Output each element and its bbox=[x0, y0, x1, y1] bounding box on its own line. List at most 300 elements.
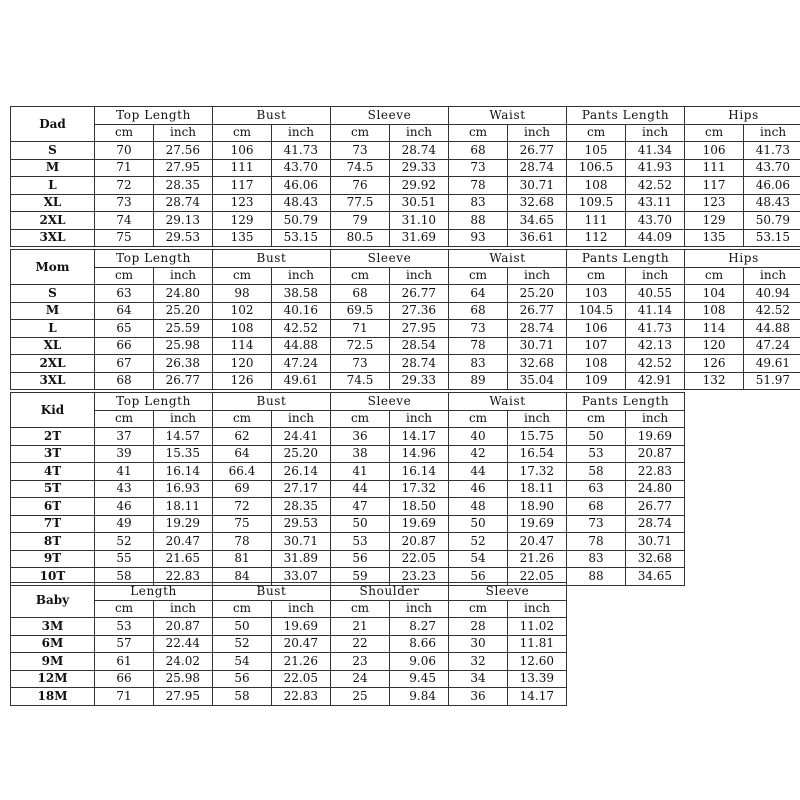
inch-value: 17.32 bbox=[390, 480, 449, 498]
inch-value: 41.14 bbox=[626, 302, 685, 320]
measurement-header-row bbox=[11, 393, 685, 411]
cm-value: 44 bbox=[449, 463, 508, 481]
inch-value: 48.43 bbox=[272, 194, 331, 212]
cm-value: 62 bbox=[213, 428, 272, 446]
cm-value: 58 bbox=[567, 463, 626, 481]
cm-value: 65 bbox=[95, 320, 154, 338]
inch-value: 22.05 bbox=[272, 670, 331, 688]
inch-value: 42.91 bbox=[626, 372, 685, 390]
inch-value: 41.93 bbox=[626, 159, 685, 177]
table-row bbox=[11, 194, 800, 212]
cm-value: 21 bbox=[331, 618, 390, 636]
cm-value: 74.5 bbox=[331, 159, 390, 177]
inch-value: 29.13 bbox=[154, 212, 213, 230]
table-row bbox=[11, 515, 685, 533]
size-label: M bbox=[11, 302, 95, 320]
inch-value: 25.98 bbox=[154, 337, 213, 355]
table-row bbox=[11, 337, 800, 355]
inch-value: 49.61 bbox=[744, 355, 800, 373]
cm-value: 68 bbox=[449, 302, 508, 320]
inch-value: 27.17 bbox=[272, 480, 331, 498]
inch-value: 16.14 bbox=[154, 463, 213, 481]
size-label: 9M bbox=[11, 653, 95, 671]
unit-inch-header: inch bbox=[508, 600, 567, 618]
unit-inch-header: inch bbox=[626, 410, 685, 428]
table-row bbox=[11, 285, 800, 303]
inch-value: 32.68 bbox=[508, 194, 567, 212]
inch-value: 28.35 bbox=[154, 177, 213, 195]
cm-value: 50 bbox=[213, 618, 272, 636]
cm-value: 88 bbox=[449, 212, 508, 230]
cm-value: 36 bbox=[449, 688, 508, 706]
cm-value: 38 bbox=[331, 445, 390, 463]
inch-value: 16.54 bbox=[508, 445, 567, 463]
table-row bbox=[11, 688, 567, 706]
cm-value: 72 bbox=[95, 177, 154, 195]
cm-value: 73 bbox=[449, 320, 508, 338]
unit-cm-header: cm bbox=[213, 410, 272, 428]
inch-value: 25.20 bbox=[154, 302, 213, 320]
cm-value: 58 bbox=[95, 568, 154, 586]
inch-value: 20.87 bbox=[390, 533, 449, 551]
inch-value: 49.61 bbox=[272, 372, 331, 390]
inch-value: 29.53 bbox=[154, 229, 213, 247]
cm-value: 48 bbox=[449, 498, 508, 516]
inch-value: 14.17 bbox=[390, 428, 449, 446]
inch-value: 19.29 bbox=[154, 515, 213, 533]
cm-value: 71 bbox=[95, 159, 154, 177]
cm-value: 49 bbox=[95, 515, 154, 533]
mom-size-table bbox=[10, 249, 800, 390]
inch-value: 26.14 bbox=[272, 463, 331, 481]
inch-value: 22.83 bbox=[626, 463, 685, 481]
inch-value: 53.15 bbox=[744, 229, 800, 247]
inch-value: 19.69 bbox=[272, 618, 331, 636]
table-row bbox=[11, 445, 685, 463]
measurement-header: Pants Length bbox=[567, 250, 685, 268]
size-label: M bbox=[11, 159, 95, 177]
cm-value: 135 bbox=[685, 229, 744, 247]
cm-value: 108 bbox=[567, 177, 626, 195]
inch-value: 18.50 bbox=[390, 498, 449, 516]
unit-inch-header: inch bbox=[154, 267, 213, 285]
table-row bbox=[11, 480, 685, 498]
table-row bbox=[11, 302, 800, 320]
unit-inch-header: inch bbox=[272, 600, 331, 618]
cm-value: 41 bbox=[95, 463, 154, 481]
unit-cm-header: cm bbox=[331, 267, 390, 285]
inch-value: 40.55 bbox=[626, 285, 685, 303]
inch-value: 30.71 bbox=[508, 337, 567, 355]
cm-value: 53 bbox=[95, 618, 154, 636]
inch-value: 30.71 bbox=[272, 533, 331, 551]
inch-value: 19.69 bbox=[508, 515, 567, 533]
measurement-header: Top Length bbox=[95, 393, 213, 411]
inch-value: 42.13 bbox=[626, 337, 685, 355]
measurement-header: Top Length bbox=[95, 107, 213, 125]
inch-value: 36.61 bbox=[508, 229, 567, 247]
cm-value: 78 bbox=[449, 177, 508, 195]
inch-value: 9.06 bbox=[390, 653, 449, 671]
unit-inch-header: inch bbox=[272, 124, 331, 142]
cm-value: 73 bbox=[331, 355, 390, 373]
inch-value: 48.43 bbox=[744, 194, 800, 212]
table-row bbox=[11, 159, 800, 177]
unit-inch-header: inch bbox=[626, 267, 685, 285]
cm-value: 123 bbox=[213, 194, 272, 212]
size-label: 4T bbox=[11, 463, 95, 481]
inch-value: 46.06 bbox=[272, 177, 331, 195]
size-label: XL bbox=[11, 337, 95, 355]
measurement-header: Pants Length bbox=[567, 107, 685, 125]
inch-value: 47.24 bbox=[744, 337, 800, 355]
table-row bbox=[11, 177, 800, 195]
inch-value: 19.69 bbox=[390, 515, 449, 533]
inch-value: 27.36 bbox=[390, 302, 449, 320]
cm-value: 79 bbox=[331, 212, 390, 230]
measurement-header: Bust bbox=[213, 107, 331, 125]
cm-value: 70 bbox=[95, 142, 154, 160]
inch-value: 20.47 bbox=[508, 533, 567, 551]
inch-value: 32.68 bbox=[508, 355, 567, 373]
cm-value: 56 bbox=[331, 550, 390, 568]
cm-value: 120 bbox=[213, 355, 272, 373]
unit-header-row bbox=[11, 124, 800, 142]
size-label: 8T bbox=[11, 533, 95, 551]
cm-value: 107 bbox=[567, 337, 626, 355]
unit-cm-header: cm bbox=[449, 124, 508, 142]
inch-value: 32.68 bbox=[626, 550, 685, 568]
inch-value: 21.26 bbox=[508, 550, 567, 568]
cm-value: 114 bbox=[685, 320, 744, 338]
unit-cm-header: cm bbox=[449, 600, 508, 618]
unit-cm-header: cm bbox=[95, 124, 154, 142]
inch-value: 34.65 bbox=[626, 568, 685, 586]
inch-value: 28.74 bbox=[390, 355, 449, 373]
cm-value: 50 bbox=[567, 428, 626, 446]
cm-value: 66 bbox=[95, 670, 154, 688]
cm-value: 135 bbox=[213, 229, 272, 247]
unit-cm-header: cm bbox=[213, 600, 272, 618]
inch-value: 41.73 bbox=[626, 320, 685, 338]
cm-value: 84 bbox=[213, 568, 272, 586]
cm-value: 24 bbox=[331, 670, 390, 688]
cm-value: 106 bbox=[567, 320, 626, 338]
cm-value: 64 bbox=[449, 285, 508, 303]
inch-value: 11.81 bbox=[508, 635, 567, 653]
cm-value: 108 bbox=[685, 302, 744, 320]
measurement-header: Sleeve bbox=[331, 250, 449, 268]
inch-value: 42.52 bbox=[744, 302, 800, 320]
cm-value: 59 bbox=[331, 568, 390, 586]
cm-value: 61 bbox=[95, 653, 154, 671]
size-label: 6M bbox=[11, 635, 95, 653]
cm-value: 52 bbox=[213, 635, 272, 653]
cm-value: 54 bbox=[449, 550, 508, 568]
size-label: 18M bbox=[11, 688, 95, 706]
inch-value: 42.52 bbox=[272, 320, 331, 338]
measurement-header: Waist bbox=[449, 393, 567, 411]
inch-value: 38.58 bbox=[272, 285, 331, 303]
inch-value: 26.38 bbox=[154, 355, 213, 373]
cm-value: 72.5 bbox=[331, 337, 390, 355]
inch-value: 14.17 bbox=[508, 688, 567, 706]
inch-value: 26.77 bbox=[508, 302, 567, 320]
cm-value: 73 bbox=[95, 194, 154, 212]
cm-value: 93 bbox=[449, 229, 508, 247]
cm-value: 53 bbox=[331, 533, 390, 551]
size-label: S bbox=[11, 142, 95, 160]
unit-inch-header: inch bbox=[508, 267, 567, 285]
unit-inch-header: inch bbox=[272, 410, 331, 428]
measurement-header-row bbox=[11, 250, 800, 268]
measurement-header: Waist bbox=[449, 250, 567, 268]
size-label: 9T bbox=[11, 550, 95, 568]
cm-value: 83 bbox=[567, 550, 626, 568]
table-row bbox=[11, 463, 685, 481]
inch-value: 47.24 bbox=[272, 355, 331, 373]
inch-value: 50.79 bbox=[272, 212, 331, 230]
size-label: 12M bbox=[11, 670, 95, 688]
inch-value: 28.74 bbox=[390, 142, 449, 160]
cm-value: 23 bbox=[331, 653, 390, 671]
cm-value: 74.5 bbox=[331, 372, 390, 390]
cm-value: 56 bbox=[213, 670, 272, 688]
inch-value: 29.53 bbox=[272, 515, 331, 533]
unit-inch-header: inch bbox=[626, 124, 685, 142]
size-label: 2XL bbox=[11, 212, 95, 230]
unit-inch-header: inch bbox=[390, 124, 449, 142]
inch-value: 34.65 bbox=[508, 212, 567, 230]
inch-value: 17.32 bbox=[508, 463, 567, 481]
inch-value: 22.05 bbox=[508, 568, 567, 586]
cm-value: 46 bbox=[449, 480, 508, 498]
unit-inch-header: inch bbox=[390, 267, 449, 285]
cm-value: 106 bbox=[685, 142, 744, 160]
baby-size-table bbox=[10, 582, 567, 706]
inch-value: 43.70 bbox=[744, 159, 800, 177]
cm-value: 50 bbox=[331, 515, 390, 533]
measurement-header-row bbox=[11, 583, 567, 601]
cm-value: 106 bbox=[213, 142, 272, 160]
inch-value: 12.60 bbox=[508, 653, 567, 671]
inch-value: 29.33 bbox=[390, 159, 449, 177]
dad-label: Dad bbox=[11, 107, 95, 142]
measurement-header: Top Length bbox=[95, 250, 213, 268]
measurement-header: Length bbox=[95, 583, 213, 601]
size-label: 3T bbox=[11, 445, 95, 463]
cm-value: 34 bbox=[449, 670, 508, 688]
size-label: 6T bbox=[11, 498, 95, 516]
mom-label: Mom bbox=[11, 250, 95, 285]
cm-value: 117 bbox=[685, 177, 744, 195]
measurement-header: Pants Length bbox=[567, 393, 685, 411]
inch-value: 23.23 bbox=[390, 568, 449, 586]
measurement-header: Shoulder bbox=[331, 583, 449, 601]
inch-value: 22.44 bbox=[154, 635, 213, 653]
inch-value: 24.41 bbox=[272, 428, 331, 446]
cm-value: 46 bbox=[95, 498, 154, 516]
unit-cm-header: cm bbox=[213, 267, 272, 285]
cm-value: 111 bbox=[567, 212, 626, 230]
cm-value: 58 bbox=[213, 688, 272, 706]
cm-value: 69.5 bbox=[331, 302, 390, 320]
inch-value: 41.34 bbox=[626, 142, 685, 160]
cm-value: 123 bbox=[685, 194, 744, 212]
cm-value: 53 bbox=[567, 445, 626, 463]
inch-value: 25.59 bbox=[154, 320, 213, 338]
cm-value: 120 bbox=[685, 337, 744, 355]
cm-value: 75 bbox=[213, 515, 272, 533]
cm-value: 72 bbox=[213, 498, 272, 516]
cm-value: 126 bbox=[685, 355, 744, 373]
cm-value: 54 bbox=[213, 653, 272, 671]
cm-value: 129 bbox=[685, 212, 744, 230]
inch-value: 27.95 bbox=[154, 159, 213, 177]
size-label: 2XL bbox=[11, 355, 95, 373]
cm-value: 67 bbox=[95, 355, 154, 373]
cm-value: 114 bbox=[213, 337, 272, 355]
cm-value: 74 bbox=[95, 212, 154, 230]
cm-value: 42 bbox=[449, 445, 508, 463]
unit-header-row bbox=[11, 267, 800, 285]
inch-value: 43.70 bbox=[272, 159, 331, 177]
measurement-header: Bust bbox=[213, 583, 331, 601]
unit-cm-header: cm bbox=[685, 124, 744, 142]
measurement-header: Sleeve bbox=[331, 393, 449, 411]
unit-inch-header: inch bbox=[154, 124, 213, 142]
cm-value: 108 bbox=[213, 320, 272, 338]
inch-value: 46.06 bbox=[744, 177, 800, 195]
unit-inch-header: inch bbox=[508, 124, 567, 142]
inch-value: 43.11 bbox=[626, 194, 685, 212]
table-row bbox=[11, 428, 685, 446]
unit-inch-header: inch bbox=[744, 267, 800, 285]
inch-value: 43.70 bbox=[626, 212, 685, 230]
inch-value: 40.16 bbox=[272, 302, 331, 320]
cm-value: 71 bbox=[95, 688, 154, 706]
inch-value: 26.77 bbox=[626, 498, 685, 516]
inch-value: 19.69 bbox=[626, 428, 685, 446]
cm-value: 111 bbox=[213, 159, 272, 177]
table-row bbox=[11, 550, 685, 568]
inch-value: 16.14 bbox=[390, 463, 449, 481]
cm-value: 104.5 bbox=[567, 302, 626, 320]
inch-value: 15.75 bbox=[508, 428, 567, 446]
inch-value: 50.79 bbox=[744, 212, 800, 230]
cm-value: 106.5 bbox=[567, 159, 626, 177]
measurement-header: Waist bbox=[449, 107, 567, 125]
size-label: S bbox=[11, 285, 95, 303]
size-label: 3XL bbox=[11, 229, 95, 247]
inch-value: 28.74 bbox=[508, 320, 567, 338]
inch-value: 30.51 bbox=[390, 194, 449, 212]
inch-value: 28.74 bbox=[508, 159, 567, 177]
table-row bbox=[11, 212, 800, 230]
inch-value: 14.96 bbox=[390, 445, 449, 463]
inch-value: 42.52 bbox=[626, 177, 685, 195]
inch-value: 27.95 bbox=[390, 320, 449, 338]
cm-value: 37 bbox=[95, 428, 154, 446]
unit-cm-header: cm bbox=[567, 410, 626, 428]
inch-value: 33.07 bbox=[272, 568, 331, 586]
inch-value: 42.52 bbox=[626, 355, 685, 373]
inch-value: 31.69 bbox=[390, 229, 449, 247]
inch-value: 25.20 bbox=[272, 445, 331, 463]
size-label: 5T bbox=[11, 480, 95, 498]
cm-value: 83 bbox=[449, 355, 508, 373]
cm-value: 28 bbox=[449, 618, 508, 636]
cm-value: 73 bbox=[331, 142, 390, 160]
unit-cm-header: cm bbox=[213, 124, 272, 142]
inch-value: 44.09 bbox=[626, 229, 685, 247]
cm-value: 104 bbox=[685, 285, 744, 303]
cm-value: 73 bbox=[567, 515, 626, 533]
unit-inch-header: inch bbox=[508, 410, 567, 428]
cm-value: 83 bbox=[449, 194, 508, 212]
unit-cm-header: cm bbox=[95, 267, 154, 285]
inch-value: 30.71 bbox=[626, 533, 685, 551]
table-row bbox=[11, 533, 685, 551]
inch-value: 20.47 bbox=[154, 533, 213, 551]
inch-value: 29.92 bbox=[390, 177, 449, 195]
cm-value: 112 bbox=[567, 229, 626, 247]
cm-value: 81 bbox=[213, 550, 272, 568]
inch-value: 20.87 bbox=[626, 445, 685, 463]
inch-value: 29.33 bbox=[390, 372, 449, 390]
cm-value: 47 bbox=[331, 498, 390, 516]
cm-value: 41 bbox=[331, 463, 390, 481]
measurement-header-row bbox=[11, 107, 800, 125]
kid-label: Kid bbox=[11, 393, 95, 428]
unit-cm-header: cm bbox=[95, 600, 154, 618]
inch-value: 16.93 bbox=[154, 480, 213, 498]
inch-value: 22.83 bbox=[272, 688, 331, 706]
unit-header-row bbox=[11, 600, 567, 618]
inch-value: 8.66 bbox=[390, 635, 449, 653]
cm-value: 108 bbox=[567, 355, 626, 373]
cm-value: 44 bbox=[331, 480, 390, 498]
size-label: L bbox=[11, 320, 95, 338]
inch-value: 11.02 bbox=[508, 618, 567, 636]
inch-value: 44.88 bbox=[272, 337, 331, 355]
cm-value: 43 bbox=[95, 480, 154, 498]
inch-value: 9.45 bbox=[390, 670, 449, 688]
measurement-header: Hips bbox=[685, 107, 800, 125]
cm-value: 132 bbox=[685, 372, 744, 390]
unit-inch-header: inch bbox=[154, 410, 213, 428]
unit-cm-header: cm bbox=[567, 267, 626, 285]
size-label: 7T bbox=[11, 515, 95, 533]
cm-value: 39 bbox=[95, 445, 154, 463]
cm-value: 66 bbox=[95, 337, 154, 355]
inch-value: 15.35 bbox=[154, 445, 213, 463]
cm-value: 129 bbox=[213, 212, 272, 230]
inch-value: 8.27 bbox=[390, 618, 449, 636]
cm-value: 30 bbox=[449, 635, 508, 653]
inch-value: 28.54 bbox=[390, 337, 449, 355]
cm-value: 76 bbox=[331, 177, 390, 195]
inch-value: 22.83 bbox=[154, 568, 213, 586]
cm-value: 50 bbox=[449, 515, 508, 533]
table-row bbox=[11, 229, 800, 247]
cm-value: 69 bbox=[213, 480, 272, 498]
inch-value: 24.02 bbox=[154, 653, 213, 671]
cm-value: 75 bbox=[95, 229, 154, 247]
cm-value: 109 bbox=[567, 372, 626, 390]
cm-value: 111 bbox=[685, 159, 744, 177]
inch-value: 21.65 bbox=[154, 550, 213, 568]
